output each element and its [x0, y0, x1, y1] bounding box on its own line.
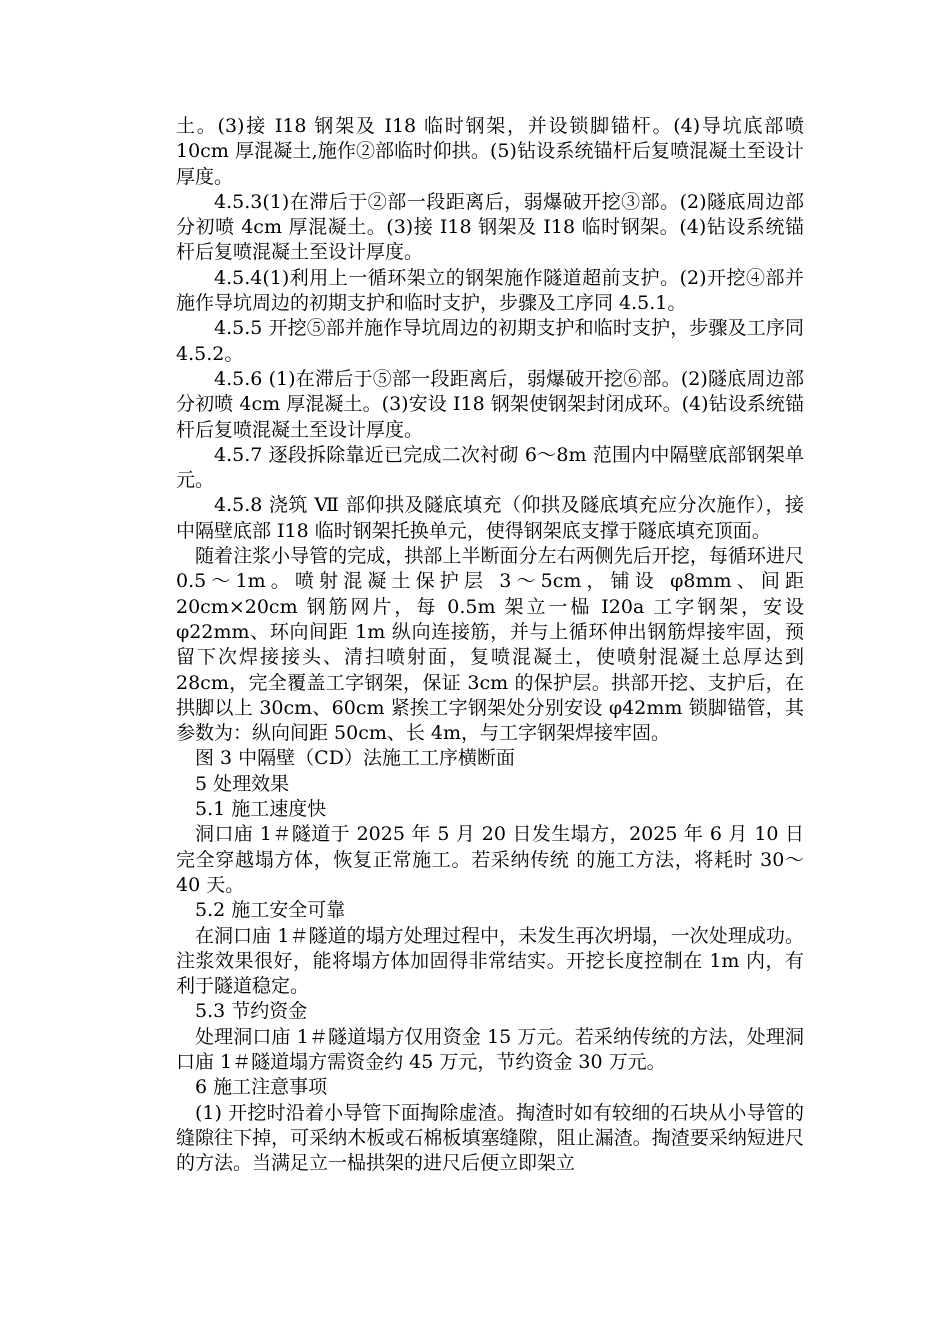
subsection-heading-5-2: 5.2 施工安全可靠 [195, 899, 346, 922]
paragraph-continuation: 土。(3)接 I18 钢架及 I18 临时钢架，并设锁脚锚杆。(4)导坑底部喷 10cm 厚混凝土,施作②部临时仰拱。(5)钻设系统锚杆后复喷混凝土至设计厚度。 [176, 115, 804, 188]
paragraph-construction-speed: 洞口庙 1＃隧道于 2025 年 5 月 20 日发生塌方，2025 年 6 月 10 日完全穿越塌方体，恢复正常施工。若采纳传统 的施工方法，将耗时 30～40 天。 [176, 823, 804, 896]
paragraph-safety: 在洞口庙 1＃隧道的塌方处理过程中，未发生再次坍塌，一次处理成功。注浆效果很好，能将塌方体加固得非常结实。开挖长度控制在 1m 内，有利于隧道稳定。 [176, 924, 804, 998]
paragraph-note-1: (1) 开挖时沿着小导管下面掏除虚渣。掏渣时如有较细的石块从小导管的缝隙往下掉，可采纳木板或石棉板填塞缝隙，阻止漏渣。掏渣要采纳短进尺的方法。当满足立一榀拱架的进尺后便立即架立 [176, 1101, 804, 1175]
paragraph-step-4-5-7: 4.5.7 逐段拆除靠近已完成二次衬砌 6～8m 范围内中隔壁底部钢架单元。 [176, 443, 804, 492]
paragraph-step-4-5-4: 4.5.4(1)利用上一循环架立的钢架施作隧道超前支护。(2)开挖④部并施作导坑周边的初期支护和临时支护，步骤及工序同 4.5.1。 [176, 266, 804, 315]
document-body [176, 114, 804, 1176]
paragraph-step-4-5-5: 4.5.5 开挖⑤部并施作导坑周边的初期支护和临时支护，步骤及工序同 4.5.2。 [176, 317, 804, 365]
paragraph-cost-savings: 处理洞口庙 1＃隧道塌方仅用资金 15 万元。若采纳传统的方法，处理洞口庙 1＃隧道塌方需资金约 45 万元，节约资金 30 万元。 [176, 1025, 804, 1073]
paragraph-excavation-support: 随着注浆小导管的完成，拱部上半断面分左右两侧先后开挖，每循环进尺 0.5～1m。喷射混凝土保护层 3～5cm，铺设 φ8mm、间距 20cm×20cm 钢筋网片，每 0.5m 架立一榀 I20a 工字钢架，安设 φ22mm、环向间距 1m 纵向连接筋，并与上循环伸出钢筋焊接牢固，预留下次焊接接头、清扫喷射面，复喷混凝土，使喷射混凝土总厚达到 28cm，完全覆盖工字钢架，保证 3cm 的保护层。拱部开挖、支护后，在拱脚以上 30cm、60cm 紧挨工字钢架处分别安设 φ42mm 锁脚锚管，其参数为：纵向间距 50cm、长 4m，与工字钢架焊接牢固。 [176, 545, 804, 745]
subsection-heading-5-1: 5.1 施工速度快 [195, 798, 327, 821]
paragraph-step-4-5-8: 4.5.8 浇筑 Ⅶ 部仰拱及隧底填充（仰拱及隧底填充应分次施作），接中隔壁底部 I18 临时钢架托换单元，使得钢架底支撑于隧底填充顶面。 [176, 494, 804, 542]
section-heading-5: 5 处理效果 [195, 772, 290, 795]
figure-caption: 图 3 中隔壁（CD）法施工工序横断面 [195, 747, 515, 770]
subsection-heading-5-3: 5.3 节约资金 [195, 1000, 308, 1023]
paragraph-step-4-5-6: 4.5.6 (1)在滞后于⑤部一段距离后，弱爆破开挖⑥部。(2)隧底周边部分初喷 4cm 厚混凝土。(3)安设 I18 钢架使钢架封闭成环。(4)钻设系统锚杆后复喷混凝土至设计厚度。 [176, 367, 804, 441]
section-heading-6: 6 施工注意事项 [195, 1076, 328, 1099]
paragraph-step-4-5-3: 4.5.3(1)在滞后于②部一段距离后，弱爆破开挖③部。(2)隧底周边部分初喷 4cm 厚混凝土。(3)接 I18 钢架及 I18 临时钢架。(4)钻设系统锚杆后复喷混凝土至设计厚度。 [176, 190, 804, 264]
